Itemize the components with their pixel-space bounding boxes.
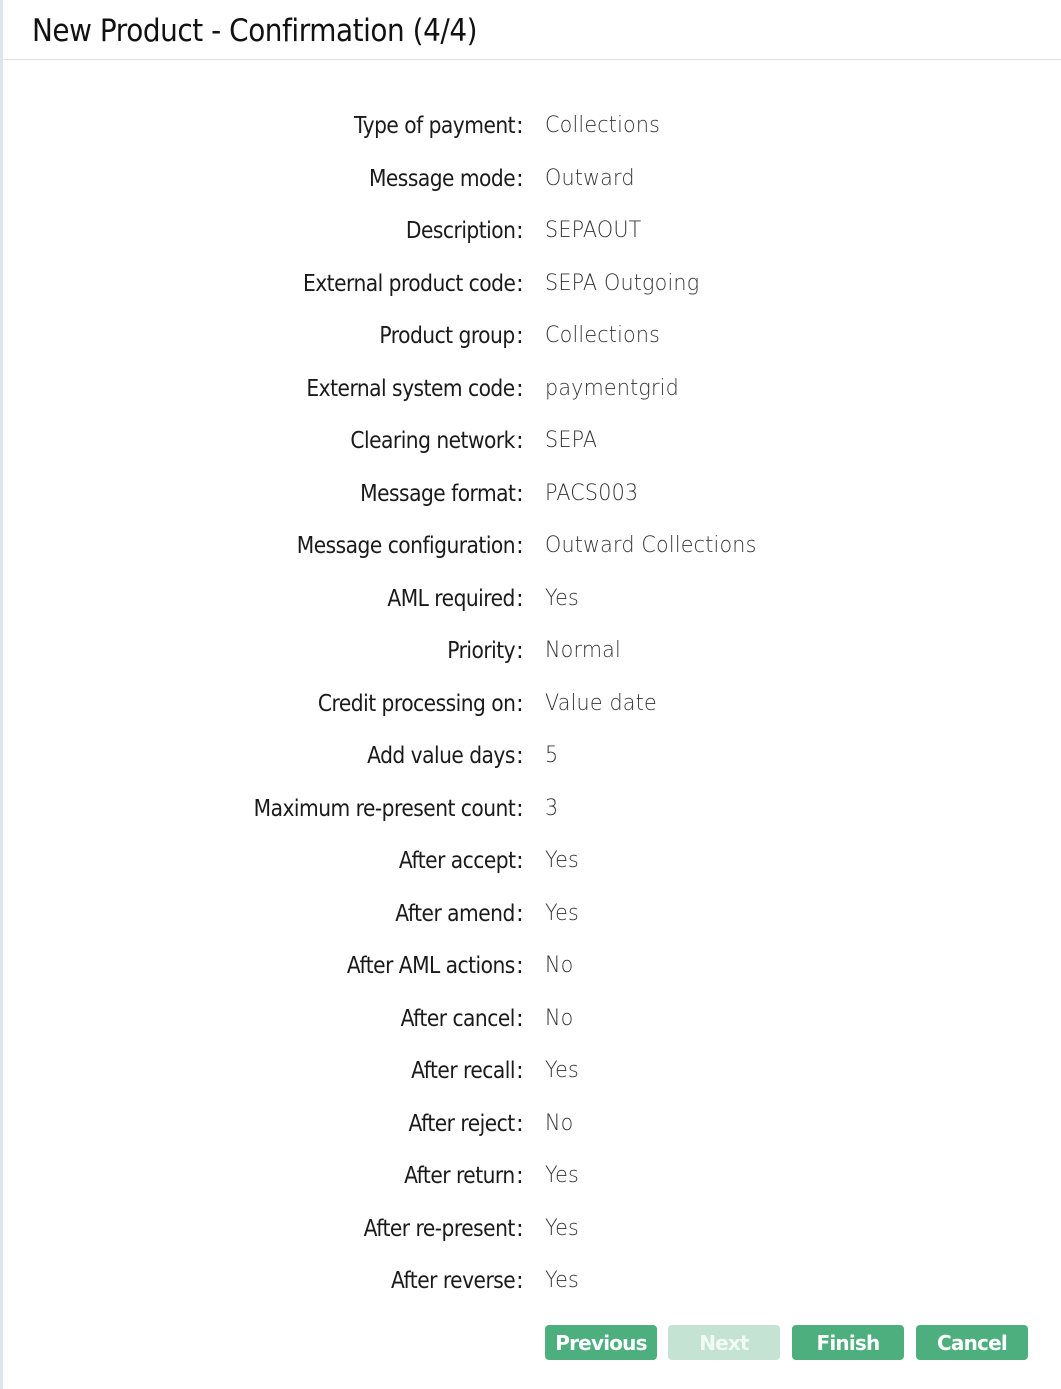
- field-value: No: [545, 1005, 574, 1031]
- field-row: [0, 521, 1061, 574]
- finish-button[interactable]: Finish: [792, 1325, 904, 1360]
- field-row: [0, 1204, 1061, 1257]
- field-row: [0, 679, 1061, 732]
- field-value: Outward Collections: [545, 533, 757, 558]
- field-label: Maximum re-present count: [253, 795, 515, 822]
- field-separator: :: [516, 480, 524, 507]
- field-label: Message format: [359, 480, 515, 507]
- field-separator: :: [516, 638, 524, 664]
- field-value: Outward: [545, 165, 635, 191]
- cancel-button[interactable]: Cancel: [916, 1325, 1028, 1360]
- field-row: [0, 731, 1061, 784]
- field-label: Add value days: [367, 743, 515, 769]
- field-label: After reject: [408, 1110, 515, 1137]
- field-separator: :: [516, 1005, 524, 1032]
- field-separator: :: [516, 585, 524, 612]
- field-separator: :: [516, 113, 524, 139]
- field-label: Type of payment: [353, 113, 515, 139]
- field-label: After cancel: [400, 1005, 515, 1032]
- field-value: SEPA Outgoing: [545, 270, 700, 296]
- field-label: After AML actions: [347, 953, 515, 979]
- field-separator: :: [516, 1058, 524, 1084]
- field-value: Yes: [545, 585, 579, 611]
- field-value: Yes: [545, 1058, 579, 1083]
- field-label: External system code: [306, 375, 515, 402]
- field-value: PACS003: [545, 480, 639, 506]
- field-row: [0, 1046, 1061, 1099]
- field-value: Yes: [545, 1163, 579, 1188]
- field-row: [0, 259, 1061, 312]
- field-separator: :: [516, 1163, 524, 1189]
- field-label: After accept: [398, 848, 515, 874]
- field-value: Yes: [545, 1268, 579, 1293]
- field-row: [0, 206, 1061, 259]
- field-value: Collections: [545, 113, 661, 138]
- field-label: Message configuration: [296, 533, 515, 559]
- field-label: Product group: [379, 323, 515, 349]
- field-separator: :: [516, 1110, 524, 1137]
- field-label: Credit processing on: [317, 690, 515, 717]
- field-separator: :: [516, 323, 524, 349]
- field-label: Clearing network: [350, 428, 515, 454]
- field-label: AML required: [387, 585, 515, 612]
- field-label: After recall: [411, 1058, 515, 1084]
- field-row: [0, 311, 1061, 364]
- field-value: Yes: [545, 1215, 579, 1241]
- field-row: [0, 416, 1061, 469]
- field-separator: :: [516, 375, 524, 402]
- field-label: After amend: [395, 900, 515, 927]
- field-row: [0, 784, 1061, 837]
- field-separator: :: [516, 165, 524, 192]
- confirmation-form: [0, 101, 1061, 1309]
- field-row: [0, 626, 1061, 679]
- field-value: No: [545, 953, 574, 978]
- field-row: [0, 941, 1061, 994]
- field-separator: :: [516, 1215, 524, 1242]
- field-row: [0, 154, 1061, 207]
- page-header: [3, 0, 1061, 60]
- field-row: [0, 1151, 1061, 1204]
- field-label: Priority: [447, 638, 515, 664]
- field-separator: :: [516, 690, 524, 717]
- field-value: Value date: [545, 690, 657, 716]
- field-value: paymentgrid: [545, 375, 679, 401]
- field-value: Yes: [545, 848, 579, 873]
- field-row: [0, 1099, 1061, 1152]
- field-separator: :: [516, 1268, 524, 1294]
- field-value: Yes: [545, 900, 579, 926]
- field-separator: :: [516, 533, 524, 559]
- field-separator: :: [516, 270, 524, 297]
- field-value: 3: [545, 795, 559, 821]
- field-value: No: [545, 1110, 574, 1136]
- field-row: [0, 101, 1061, 154]
- field-separator: :: [516, 428, 524, 454]
- field-label: Message mode: [368, 165, 515, 192]
- field-separator: :: [516, 795, 524, 822]
- field-separator: :: [516, 848, 524, 874]
- field-row: [0, 836, 1061, 889]
- field-value: Collections: [545, 323, 661, 348]
- field-label: After reverse: [390, 1268, 515, 1294]
- field-row: [0, 469, 1061, 522]
- field-value: 5: [545, 743, 559, 768]
- field-row: [0, 364, 1061, 417]
- field-value: SEPA: [545, 428, 598, 453]
- field-value: Normal: [545, 638, 621, 663]
- field-separator: :: [516, 743, 524, 769]
- field-label: Description: [405, 218, 515, 244]
- previous-button[interactable]: Previous: [545, 1325, 657, 1360]
- page-title: New Product - Confirmation (4/4): [32, 13, 478, 49]
- field-row: [0, 994, 1061, 1047]
- field-separator: :: [516, 953, 524, 979]
- field-label: After return: [404, 1163, 515, 1189]
- field-row: [0, 889, 1061, 942]
- field-label: After re-present: [363, 1215, 515, 1242]
- field-separator: :: [516, 900, 524, 927]
- field-separator: :: [516, 218, 524, 244]
- field-row: [0, 1256, 1061, 1309]
- field-row: [0, 574, 1061, 627]
- field-value: SEPAOUT: [545, 218, 642, 243]
- field-label: External product code: [302, 270, 515, 297]
- next-button: Next: [668, 1325, 780, 1360]
